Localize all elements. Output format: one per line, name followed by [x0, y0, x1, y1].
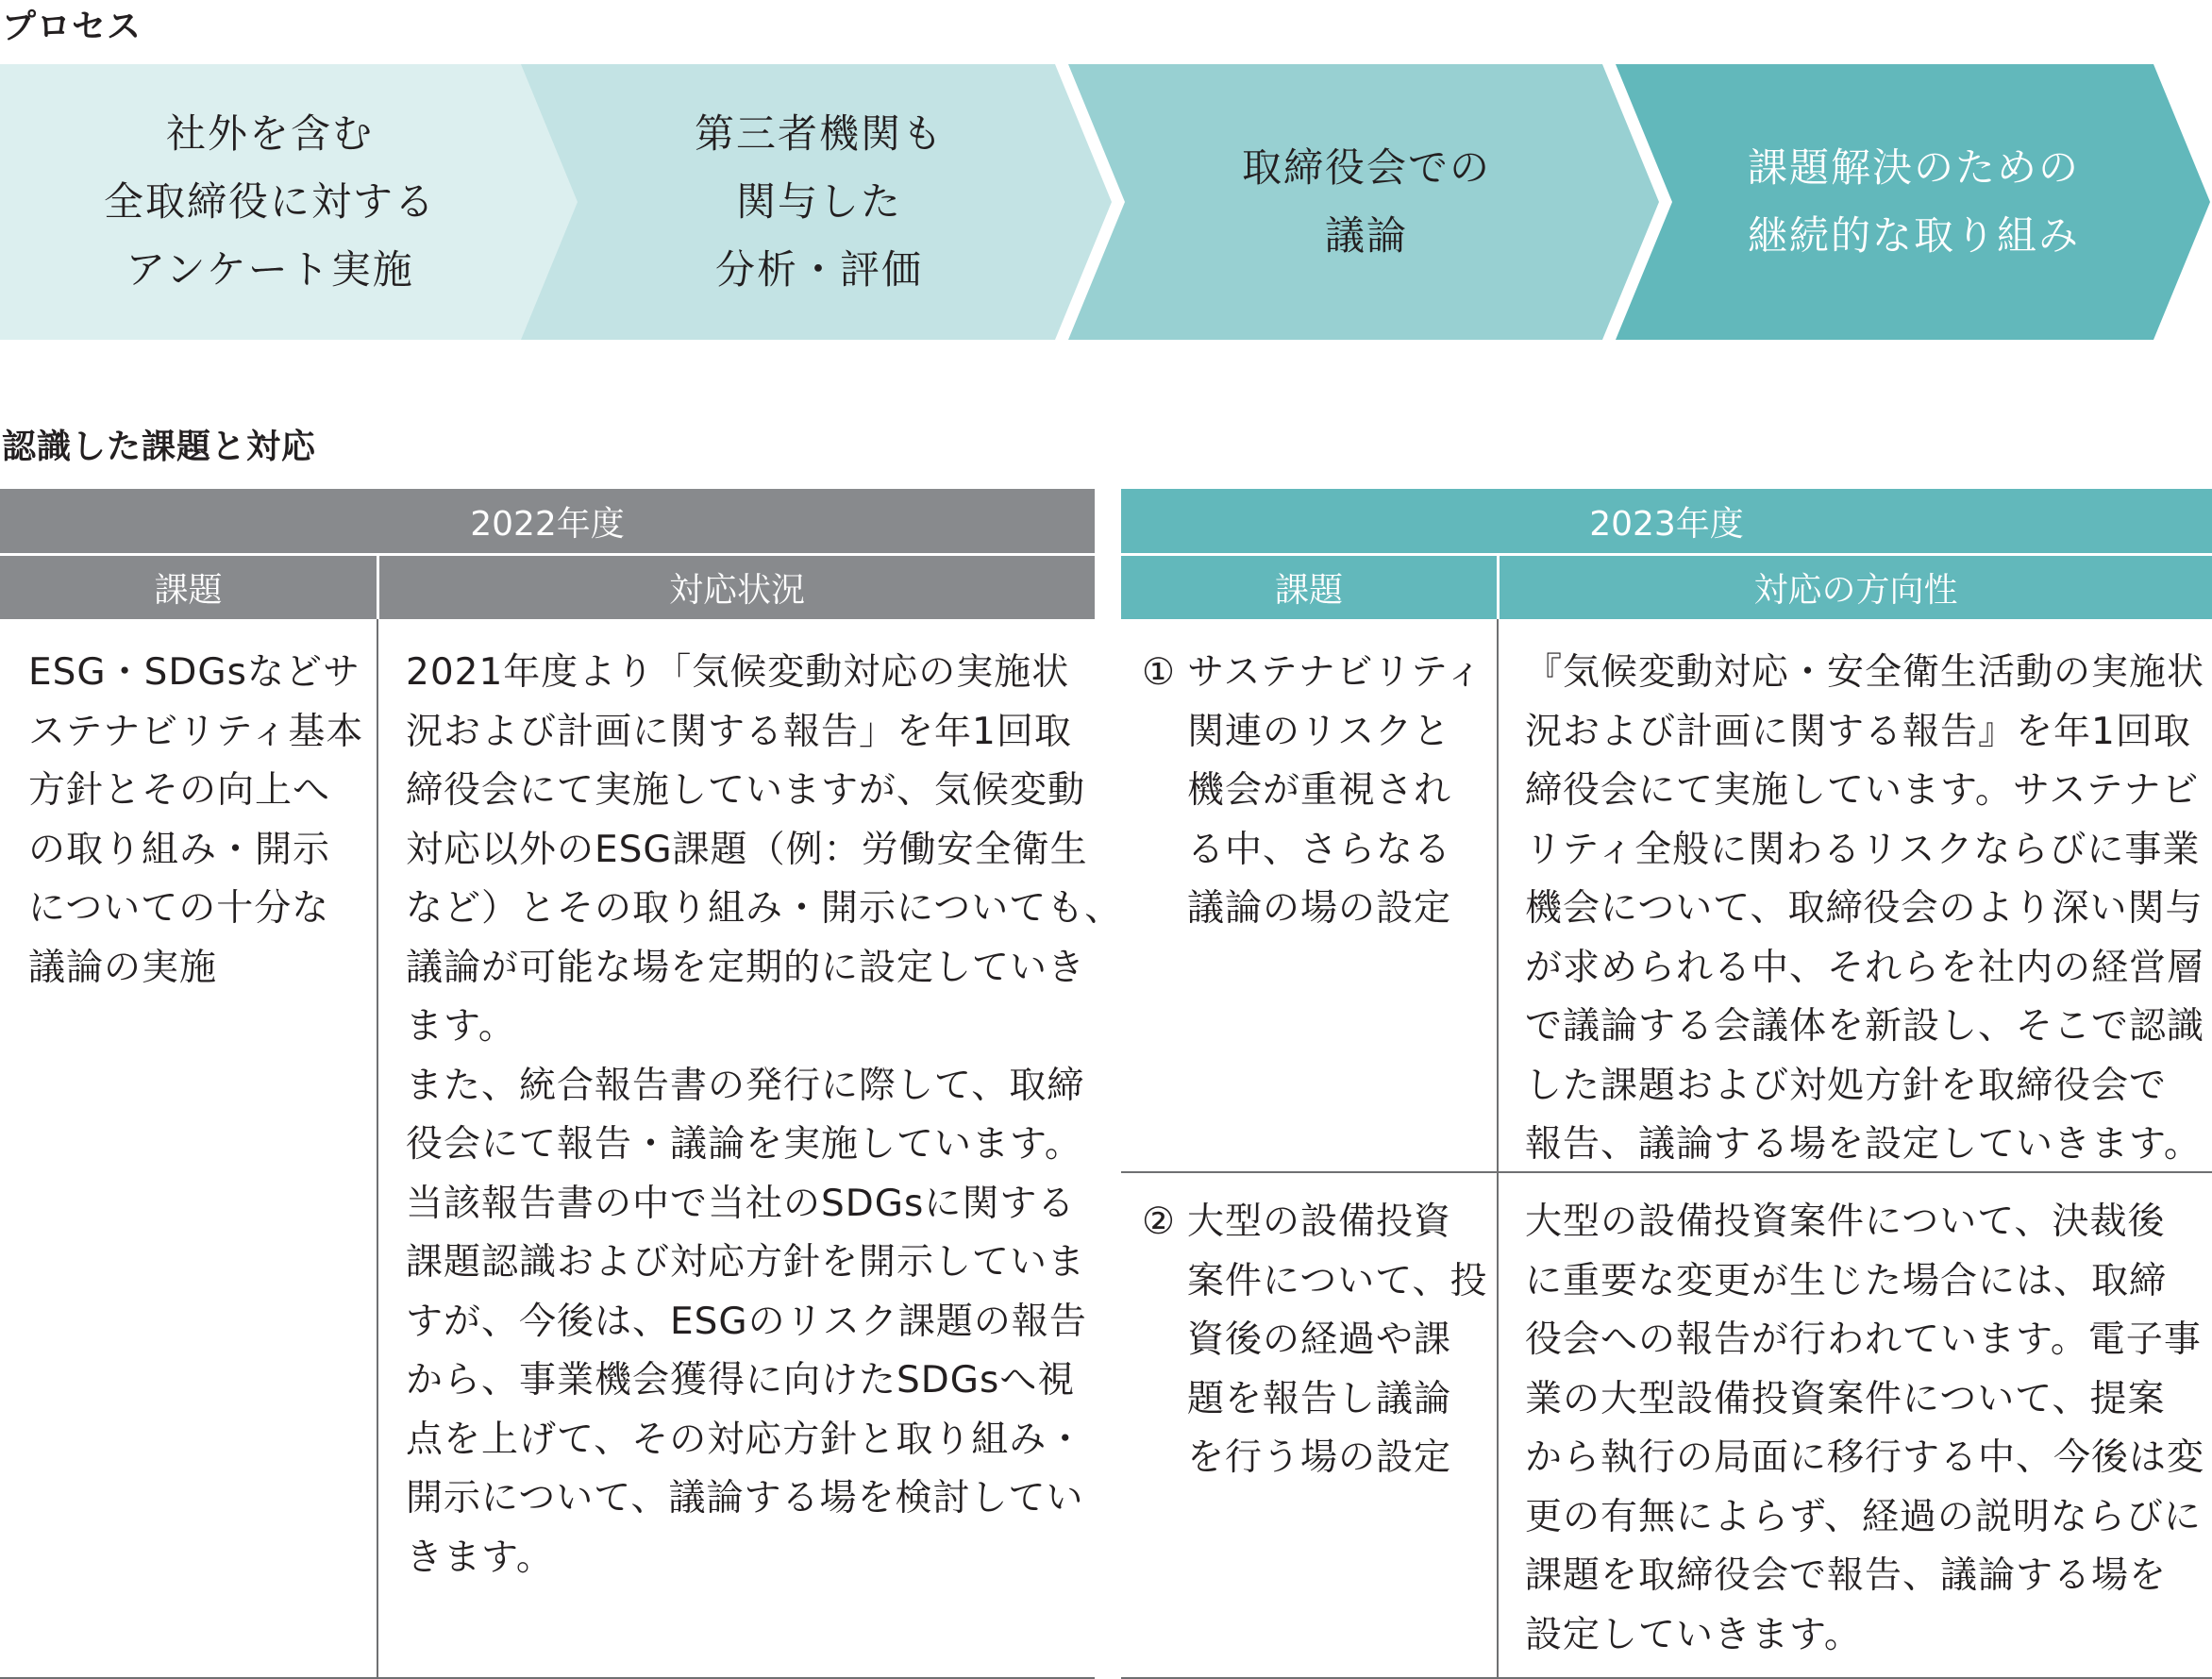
text-content: 機会について、取締役会のより深い関与 [1525, 887, 2204, 930]
text-content: きます。 [406, 1536, 554, 1579]
text-content: 方針とその向上へ [28, 769, 331, 812]
process-step-4 [1616, 64, 2212, 340]
text-line [1525, 1488, 2212, 1548]
process-step-label [0, 64, 540, 340]
process-step-3 [1068, 64, 1665, 340]
text-line [406, 1234, 1095, 1293]
issue-cell-2023-2 [1142, 1193, 1491, 1488]
text-content: に重要な変更が生じた場合には、取締 [1525, 1259, 2168, 1302]
text-content: を行う場の設定 [1187, 1436, 1452, 1479]
text-line [28, 762, 368, 821]
process-step-line: アンケート実施 [126, 246, 414, 293]
issue-cell-2023-1 [1142, 644, 1491, 939]
text-line [1525, 1193, 2212, 1252]
text-content: 役会への報告が行われています。電子事 [1525, 1318, 2202, 1361]
year-header-2023: 2023年度 [1121, 489, 2212, 553]
text-content: 議論が可能な場を定期的に設定していき [406, 946, 1086, 989]
text-line [1142, 821, 1491, 881]
text-content: 更の有無によらず、経過の説明ならびに [1525, 1495, 2202, 1538]
text-line [1525, 1547, 2212, 1606]
text-line [406, 1175, 1095, 1234]
column-header-issue-2022: 課題 [0, 556, 377, 619]
text-content: 当該報告書の中で当社のSDGsに関する [406, 1182, 1076, 1225]
text-content: 『気候変動対応・安全衛生活動の実施状 [1525, 651, 2205, 694]
text-content: 締役会にて実施していますが、気候変動 [406, 769, 1086, 812]
issues-heading: 認識した課題と対応 [2, 428, 317, 466]
process-step-line: 議論 [1324, 212, 1408, 259]
text-content: など）とその取り組み・開示についても、 [406, 887, 1123, 930]
text-line [406, 644, 1095, 703]
text-content: 大型の設備投資案件について、決裁後 [1525, 1200, 2166, 1243]
process-step-line: 第三者機関も [694, 110, 944, 157]
column-divider [377, 619, 378, 1679]
text-content: についての十分な [28, 887, 330, 930]
text-content: 点を上げて、その対応方針と取り組み・ [406, 1418, 1085, 1461]
process-step-line: 課題解決のための [1747, 144, 2080, 191]
text-line [1142, 1370, 1491, 1430]
text-line [28, 821, 368, 881]
process-step-1 [0, 64, 596, 340]
text-line [1525, 1606, 2212, 1666]
text-content: 況および計画に関する報告』を年1回取 [1525, 710, 2191, 753]
text-line [1142, 762, 1491, 821]
text-content: リティ全般に関わるリスクならびに事業 [1525, 828, 2201, 871]
text-content: 課題を取締役会で報告、議論する場を [1525, 1554, 2168, 1597]
text-line [1525, 1252, 2212, 1312]
text-content: すが、今後は、ESGのリスク課題の報告 [406, 1300, 1087, 1343]
text-content: 題を報告し議論 [1187, 1377, 1452, 1420]
process-step-line: 全取締役に対する [103, 178, 436, 225]
text-content: また、統合報告書の発行に際して、取締 [406, 1064, 1085, 1107]
text-content: 締役会にて実施しています。サステナビ [1525, 769, 2200, 812]
text-line [406, 762, 1095, 821]
text-line [1142, 1252, 1491, 1312]
item-number: ② [1142, 1200, 1176, 1243]
text-line [28, 703, 368, 763]
column-header-issue-2023: 課題 [1121, 556, 1497, 619]
text-line [1142, 880, 1491, 939]
text-line [1525, 939, 2212, 999]
text-line [28, 644, 368, 703]
text-line [1142, 644, 1491, 703]
text-content: した課題および対処方針を取締役会で [1525, 1064, 2168, 1107]
text-content: で議論する会議体を新設し、そこで認識 [1525, 1005, 2205, 1048]
text-content: 開示について、議論する場を検討してい [406, 1477, 1084, 1519]
response-cell-2022 [406, 644, 1123, 1587]
text-content: 況および計画に関する報告」を年1回取 [406, 710, 1072, 753]
text-line [406, 1411, 1095, 1470]
text-content: 関連のリスクと [1187, 710, 1451, 753]
process-heading: プロセス [2, 8, 142, 46]
text-line [1525, 644, 2212, 703]
text-content: から、事業機会獲得に向けたSDGsへ視 [406, 1359, 1076, 1402]
process-step-line: 取締役会での [1241, 144, 1491, 191]
text-line [1142, 703, 1491, 763]
issue-cell-2022 [28, 644, 368, 998]
text-line [1142, 1429, 1491, 1488]
process-step-label [1672, 64, 2155, 340]
text-line [1525, 1057, 2212, 1117]
text-content: 役会にて報告・議論を実施しています。 [406, 1123, 1082, 1166]
text-line [1525, 1311, 2212, 1370]
text-line [1525, 703, 2212, 763]
text-content: 案件について、投 [1187, 1259, 1488, 1302]
process-step-line: 関与した [735, 178, 902, 225]
column-header-response-2022: 対応状況 [379, 556, 1095, 619]
text-content: 大型の設備投資 [1187, 1200, 1452, 1243]
text-line [406, 998, 1095, 1057]
text-content: の取り組み・開示 [28, 828, 331, 871]
text-content: ステナビリティ基本 [28, 710, 364, 753]
text-line [1525, 1429, 2212, 1488]
text-line [1525, 762, 2212, 821]
process-step-line: 継続的な取り組み [1747, 212, 2080, 259]
text-line [1525, 998, 2212, 1057]
text-line [28, 939, 368, 999]
text-content: から執行の局面に移行する中、今後は変 [1525, 1436, 2205, 1479]
text-line [1142, 1193, 1491, 1252]
text-content: る中、さらなる [1187, 828, 1452, 871]
item-number: ① [1142, 651, 1176, 694]
text-line [406, 1469, 1095, 1529]
text-line [28, 880, 368, 939]
text-line [406, 1057, 1095, 1117]
process-step-2 [521, 64, 1117, 340]
text-content: 業の大型設備投資案件について、提案 [1525, 1377, 2166, 1420]
text-content: 設定していきます。 [1525, 1613, 1862, 1656]
text-line [406, 1116, 1095, 1175]
text-content: 議論の実施 [28, 946, 218, 989]
text-content: 資後の経過や課 [1187, 1318, 1452, 1361]
text-line [406, 1352, 1095, 1411]
text-content: 機会が重視され [1187, 769, 1452, 812]
process-step-label [1125, 64, 1608, 340]
text-content: ます。 [406, 1005, 516, 1048]
text-content: 2021年度より「気候変動対応の実施状 [406, 651, 1070, 694]
response-cell-2023-2 [1525, 1193, 2212, 1665]
text-content: 報告、議論する場を設定していきます。 [1525, 1123, 2202, 1166]
text-line [1525, 821, 2212, 881]
text-line [1525, 1370, 2212, 1430]
column-header-response-2023: 対応の方向性 [1500, 556, 2212, 619]
text-content: 議論の場の設定 [1187, 887, 1452, 930]
text-line [406, 1293, 1095, 1352]
process-step-label [578, 64, 1061, 340]
text-content: 対応以外のESG課題（例：労働安全衛生 [406, 828, 1088, 871]
text-content: サステナビリティ [1187, 651, 1483, 694]
text-line [1142, 1311, 1491, 1370]
text-line [1525, 1116, 2212, 1175]
text-line [406, 1529, 1095, 1588]
table-2022 [0, 489, 1123, 1679]
process-step-line: 社外を含む [165, 110, 374, 157]
text-line [406, 880, 1123, 939]
text-line [406, 703, 1095, 763]
text-content: ESG・SDGsなどサ [28, 651, 360, 694]
column-divider [1497, 619, 1499, 1679]
table-2023 [1121, 489, 2212, 1679]
year-header-2022: 2022年度 [0, 489, 1095, 553]
text-line [406, 939, 1095, 999]
response-cell-2023-1 [1525, 644, 2212, 1175]
process-step-line: 分析・評価 [714, 246, 923, 293]
text-line [1525, 880, 2212, 939]
text-content: が求められる中、それらを社内の経営層 [1525, 946, 2205, 989]
text-line [406, 821, 1095, 881]
text-content: 課題認識および対応方針を開示していま [406, 1241, 1086, 1284]
